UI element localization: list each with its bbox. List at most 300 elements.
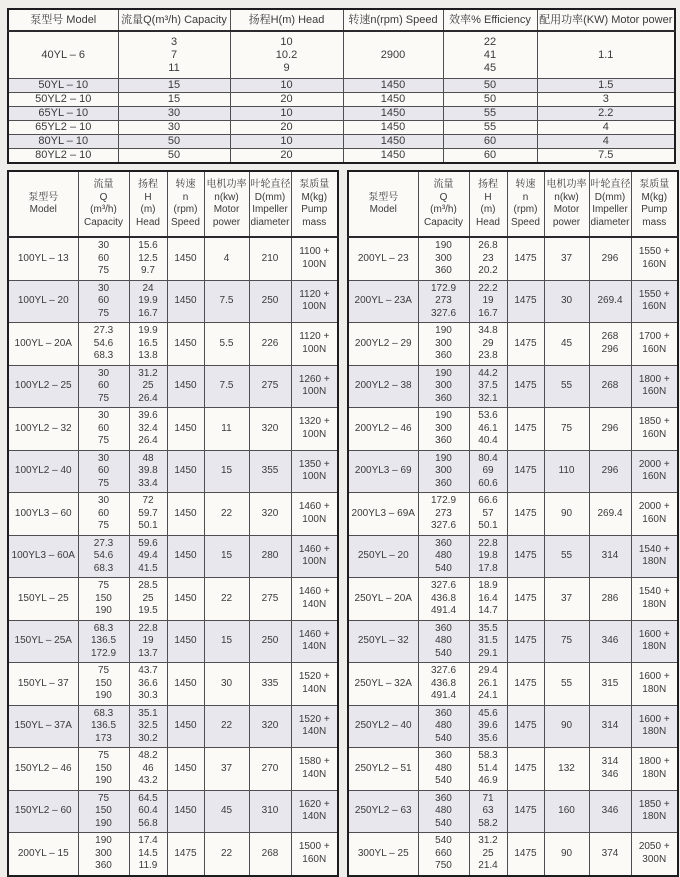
cell-line: 190 xyxy=(435,367,452,379)
cell-line: Pump xyxy=(301,204,328,215)
head-cell xyxy=(230,31,343,79)
cell-line: 273 xyxy=(435,507,452,519)
capacity-cell xyxy=(418,493,469,536)
cell-line: 1700 + xyxy=(638,331,670,343)
cell-line: 150 xyxy=(95,677,112,689)
header-row xyxy=(348,171,678,237)
cell-line: 300 xyxy=(435,337,452,349)
capacity-cell xyxy=(78,493,129,536)
motor-power-cell: 15 xyxy=(204,620,249,663)
cell-line: 1120 + xyxy=(299,288,330,300)
capacity-cell xyxy=(118,149,230,164)
pump-mass-cell xyxy=(291,578,338,621)
motor-power-cell: 1.1 xyxy=(537,31,675,79)
cell-line: 68.3 xyxy=(93,350,114,361)
head-cell xyxy=(469,790,507,833)
cell-line: 1550 + xyxy=(638,246,670,258)
cell-line: 58.3 xyxy=(478,750,498,761)
cell-line: 296 xyxy=(601,252,619,264)
cell-line: 51.4 xyxy=(478,762,498,774)
pump-mass-cell xyxy=(631,705,678,748)
capacity-cell xyxy=(78,535,129,578)
cell-line: 21.4 xyxy=(478,860,498,871)
cell-line: 540 xyxy=(435,817,452,829)
cell-line: 29.1 xyxy=(478,647,498,659)
cell-line: 16.4 xyxy=(478,592,498,604)
model-cell: 65YL2 – 10 xyxy=(8,121,118,135)
table-row xyxy=(8,135,675,149)
column-header xyxy=(469,171,507,237)
cell-line: 50 xyxy=(167,149,181,161)
impeller-diameter-cell xyxy=(589,790,631,833)
speed-cell: 1475 xyxy=(507,620,544,663)
cell-line: 32.5 xyxy=(138,720,158,731)
motor-power-cell: 15 xyxy=(204,450,249,493)
cell-line: 540 xyxy=(435,732,452,744)
cell-line: 346 xyxy=(601,635,619,646)
capacity-cell xyxy=(418,237,469,280)
capacity-cell xyxy=(118,107,230,121)
table-row xyxy=(8,280,338,323)
head-cell xyxy=(129,535,167,578)
motor-power-cell: 1.5 xyxy=(537,79,675,93)
cell-line: 75 xyxy=(97,477,110,489)
cell-line: 190 xyxy=(435,240,452,251)
table-row xyxy=(8,79,675,93)
capacity-cell xyxy=(418,705,469,748)
cell-line: D(mm) xyxy=(254,191,286,203)
model-cell: 200YL – 23 xyxy=(348,237,418,280)
table-row xyxy=(348,323,678,366)
cell-line: 180N xyxy=(642,768,667,780)
motor-power-cell: 45 xyxy=(204,790,249,833)
cell-line: 29 xyxy=(482,337,494,349)
model-cell: 200YL – 15 xyxy=(8,833,78,876)
pump-mass-cell xyxy=(291,493,338,536)
cell-line: 100N xyxy=(302,471,327,483)
cell-line: 1350 + xyxy=(298,458,330,470)
pump-overview-table xyxy=(7,8,676,164)
head-cell xyxy=(469,237,507,280)
speed-cell: 1475 xyxy=(507,833,544,876)
cell-line: 10.2 xyxy=(275,48,298,61)
pump-mass-cell xyxy=(631,493,678,536)
cell-line: n xyxy=(182,191,189,203)
cell-line: 480 xyxy=(435,762,452,774)
cell-line: 34.8 xyxy=(478,325,498,336)
cell-line: 160N xyxy=(642,258,667,270)
cell-line: 3 xyxy=(170,35,178,48)
pump-mass-cell xyxy=(631,323,678,366)
capacity-cell xyxy=(418,535,469,578)
table-row xyxy=(8,93,675,107)
speed-cell: 1450 xyxy=(167,237,204,280)
motor-power-cell: 55 xyxy=(544,535,589,578)
column-header xyxy=(291,171,338,237)
impeller-diameter-cell xyxy=(589,493,631,536)
cell-line: 19.8 xyxy=(478,550,498,561)
speed-cell: 1475 xyxy=(507,663,544,706)
cell-line: 173 xyxy=(95,732,112,744)
model-cell: 200YL2 – 38 xyxy=(348,365,418,408)
cell-line: 190 xyxy=(95,690,112,701)
head-cell xyxy=(469,578,507,621)
cell-line: 300 xyxy=(435,252,452,264)
cell-line: 346 xyxy=(601,805,619,816)
speed-cell: 1475 xyxy=(507,450,544,493)
cell-line: 327.6 xyxy=(430,307,457,319)
speed-cell: 1475 xyxy=(507,237,544,280)
column-header xyxy=(167,171,204,237)
cell-line: 36.6 xyxy=(138,677,158,689)
impeller-diameter-cell xyxy=(249,237,291,280)
head-cell xyxy=(469,663,507,706)
cell-line: 49.4 xyxy=(138,550,158,561)
cell-line: 泵质量 xyxy=(299,179,330,190)
capacity-cell xyxy=(78,790,129,833)
speed-cell: 1450 xyxy=(167,705,204,748)
cell-line: 75 xyxy=(97,665,110,676)
pump-mass-cell xyxy=(631,748,678,791)
impeller-diameter-cell xyxy=(589,663,631,706)
cell-line: 16.5 xyxy=(138,337,158,349)
cell-line: 210 xyxy=(261,252,279,264)
cell-line: 540 xyxy=(435,647,452,659)
cell-line: 11.9 xyxy=(138,860,158,871)
pump-mass-cell xyxy=(291,748,338,791)
efficiency-cell xyxy=(443,93,537,107)
motor-power-cell: 7.5 xyxy=(204,280,249,323)
cell-line: mass xyxy=(642,216,667,228)
head-cell xyxy=(129,450,167,493)
cell-line: 1500 + xyxy=(298,841,330,853)
cell-line: 140N xyxy=(302,811,327,823)
right-table-body xyxy=(348,237,678,876)
table-row xyxy=(348,280,678,323)
table-row xyxy=(8,663,338,706)
capacity-cell xyxy=(118,135,230,149)
cell-line: 300 xyxy=(435,422,452,434)
model-cell: 100YL – 20A xyxy=(8,323,78,366)
motor-power-cell: 11 xyxy=(204,408,249,451)
speed-cell: 1450 xyxy=(343,79,443,93)
motor-power-cell: 22 xyxy=(204,578,249,621)
cell-line: 296 xyxy=(601,465,619,476)
speed-cell: 1450 xyxy=(167,323,204,366)
cell-line: 1540 + xyxy=(638,586,670,598)
column-header xyxy=(129,171,167,237)
column-header xyxy=(348,171,418,237)
table-row xyxy=(8,578,338,621)
cell-line: 10 xyxy=(280,107,293,119)
cell-line: 22.2 xyxy=(478,282,498,294)
cell-line: 50 xyxy=(167,135,181,147)
cell-line: 30 xyxy=(97,240,110,251)
motor-power-cell: 37 xyxy=(544,578,589,621)
column-header: 配用功率(KW) Motor power xyxy=(537,9,675,31)
cell-line: mass xyxy=(302,216,327,228)
cell-line: 泵质量 xyxy=(639,179,670,190)
cell-line: 14.5 xyxy=(138,847,158,859)
cell-line: 44.2 xyxy=(478,367,498,379)
cell-line: diameter xyxy=(250,216,290,228)
cell-line: 69 xyxy=(482,465,494,476)
cell-line: power xyxy=(212,216,241,228)
cell-line: 1550 + xyxy=(638,288,670,300)
speed-cell: 1450 xyxy=(343,149,443,164)
motor-power-cell: 55 xyxy=(544,663,589,706)
head-cell xyxy=(469,280,507,323)
head-cell xyxy=(129,237,167,280)
cell-line: Motor xyxy=(213,204,240,215)
cell-line: 360 xyxy=(435,707,452,719)
cell-line: (m) xyxy=(480,204,496,215)
cell-line: 30 xyxy=(97,495,110,506)
table-row xyxy=(348,408,678,451)
head-cell xyxy=(129,790,167,833)
cell-line: 315 xyxy=(601,677,619,689)
cell-line: 1100 + xyxy=(299,246,330,258)
cell-line: 180N xyxy=(642,811,667,823)
cell-line: 14.7 xyxy=(478,605,498,616)
cell-line: 1120 + xyxy=(299,331,330,343)
cell-line: 60 xyxy=(97,380,110,391)
cell-line: Impeller xyxy=(592,204,628,215)
cell-line: 17.4 xyxy=(138,835,158,846)
cell-line: n(kw) xyxy=(554,191,579,203)
column-header: 效率% Efficiency xyxy=(443,9,537,31)
cell-line: 269.4 xyxy=(597,507,623,519)
model-cell: 100YL – 20 xyxy=(8,280,78,323)
cell-line: 46.9 xyxy=(478,775,498,786)
impeller-diameter-cell xyxy=(249,833,291,876)
capacity-cell xyxy=(78,365,129,408)
pump-mass-cell xyxy=(291,365,338,408)
cell-line: 75 xyxy=(97,307,110,319)
cell-line: 泵型号 xyxy=(28,191,59,203)
capacity-cell xyxy=(418,663,469,706)
motor-power-cell: 90 xyxy=(544,705,589,748)
cell-line: 480 xyxy=(435,805,452,816)
cell-line: 24 xyxy=(142,282,154,294)
speed-cell: 1450 xyxy=(167,790,204,833)
motor-power-cell: 4 xyxy=(537,135,675,149)
cell-line: 50 xyxy=(483,79,497,91)
head-cell xyxy=(129,280,167,323)
cell-line: 30 xyxy=(97,282,110,294)
cell-line: 100N xyxy=(302,386,327,398)
cell-line: 43.2 xyxy=(138,775,158,786)
cell-line: 280 xyxy=(261,550,279,561)
cell-line: 1800 + xyxy=(638,373,670,385)
cell-line: 66.6 xyxy=(478,495,498,506)
capacity-cell xyxy=(78,748,129,791)
cell-line: 30 xyxy=(97,452,110,464)
cell-line: 20 xyxy=(280,149,293,161)
cell-line: 16.7 xyxy=(138,307,158,319)
cell-line: 9.7 xyxy=(141,265,155,276)
pump-mass-cell xyxy=(291,280,338,323)
head-cell xyxy=(230,107,343,121)
cell-line: 60 xyxy=(97,465,110,476)
cell-line: 436.8 xyxy=(430,592,457,604)
cell-line: 32.1 xyxy=(478,392,498,404)
cell-line: 275 xyxy=(261,380,279,391)
cell-line: 160N xyxy=(642,301,667,313)
model-cell: 200YL – 23A xyxy=(348,280,418,323)
motor-power-cell: 22 xyxy=(204,493,249,536)
model-cell: 250YL – 20 xyxy=(348,535,418,578)
cell-line: 360 xyxy=(435,477,452,489)
pump-mass-cell xyxy=(291,237,338,280)
motor-power-cell: 55 xyxy=(544,365,589,408)
cell-line: 100N xyxy=(302,428,327,440)
cell-line: 360 xyxy=(435,265,452,276)
table-row xyxy=(348,493,678,536)
motor-power-cell: 37 xyxy=(204,748,249,791)
speed-cell: 1450 xyxy=(343,121,443,135)
motor-power-cell: 7.5 xyxy=(537,149,675,164)
head-cell xyxy=(129,408,167,451)
cell-line: 60.6 xyxy=(478,477,498,489)
capacity-cell xyxy=(418,748,469,791)
table-row xyxy=(8,833,338,876)
cell-line: 190 xyxy=(95,775,112,786)
cell-line: 15.6 xyxy=(138,240,158,251)
cell-line: 300 xyxy=(435,380,452,391)
cell-line: (rpm) xyxy=(173,204,198,215)
header-row xyxy=(8,9,675,31)
impeller-diameter-cell xyxy=(249,493,291,536)
impeller-diameter-cell xyxy=(589,408,631,451)
model-cell: 40YL – 6 xyxy=(8,31,118,79)
head-cell xyxy=(469,748,507,791)
cell-line: 100N xyxy=(302,301,327,313)
cell-line: 360 xyxy=(435,435,452,446)
cell-line: 27.3 xyxy=(93,537,114,549)
pump-mass-cell xyxy=(631,535,678,578)
pump-mass-cell xyxy=(631,365,678,408)
cell-line: 136.5 xyxy=(90,635,117,646)
cell-line: 436.8 xyxy=(430,677,457,689)
cell-line: 31.2 xyxy=(138,367,158,379)
model-cell: 65YL – 10 xyxy=(8,107,118,121)
cell-line: 转速 xyxy=(515,179,536,190)
cell-line: 17.8 xyxy=(478,562,498,574)
cell-line: 39.6 xyxy=(138,410,158,421)
pump-mass-cell xyxy=(291,705,338,748)
model-cell: 300YL – 25 xyxy=(348,833,418,876)
model-cell: 100YL2 – 25 xyxy=(8,365,78,408)
cell-line: 75 xyxy=(97,750,110,761)
model-cell: 250YL2 – 51 xyxy=(348,748,418,791)
cell-line: 54.6 xyxy=(93,550,114,561)
cell-line: 叶轮直径 xyxy=(590,179,631,190)
cell-line: 55 xyxy=(483,121,497,133)
cell-line: 60 xyxy=(97,252,110,264)
cell-line: 1580 + xyxy=(298,756,330,768)
cell-line: 150 xyxy=(95,762,112,774)
cell-line: 19 xyxy=(142,635,154,646)
cell-line: 160N xyxy=(642,471,667,483)
cell-line: 20 xyxy=(280,93,293,105)
cell-line: 50.1 xyxy=(478,520,498,531)
cell-line: 100N xyxy=(302,556,327,568)
cell-line: 1520 + xyxy=(298,671,330,683)
table-row xyxy=(348,450,678,493)
efficiency-cell xyxy=(443,31,537,79)
cell-line: 19.9 xyxy=(138,325,158,336)
pump-mass-cell xyxy=(291,450,338,493)
cell-line: 15 xyxy=(167,93,181,105)
cell-line: 296 xyxy=(601,343,619,355)
cell-line: 269.4 xyxy=(597,295,623,306)
capacity-cell xyxy=(78,705,129,748)
capacity-cell xyxy=(418,280,469,323)
capacity-cell xyxy=(118,79,230,93)
cell-line: 250 xyxy=(261,635,279,646)
cell-line: 75 xyxy=(97,792,110,804)
pump-mass-cell xyxy=(631,663,678,706)
speed-cell: 1475 xyxy=(507,535,544,578)
speed-cell: 1450 xyxy=(343,135,443,149)
pump-mass-cell xyxy=(291,323,338,366)
cell-line: 226 xyxy=(261,337,279,349)
cell-line: 16.7 xyxy=(478,307,498,319)
cell-line: 流量 xyxy=(93,179,114,190)
cell-line: 60 xyxy=(97,295,110,306)
cell-line: 60 xyxy=(483,135,497,147)
cell-line: 50.1 xyxy=(138,520,158,531)
head-cell xyxy=(230,79,343,93)
head-cell xyxy=(469,493,507,536)
model-cell: 200YL3 – 69 xyxy=(348,450,418,493)
cell-line: 1600 + xyxy=(638,628,670,640)
impeller-diameter-cell xyxy=(589,535,631,578)
pump-mass-cell xyxy=(291,663,338,706)
cell-line: 72 xyxy=(142,495,154,506)
cell-line: 60 xyxy=(97,507,110,519)
cell-line: 20 xyxy=(280,121,293,133)
cell-line: D(mm) xyxy=(594,191,626,203)
motor-power-cell: 4 xyxy=(204,237,249,280)
speed-cell: 1475 xyxy=(507,365,544,408)
impeller-diameter-cell xyxy=(249,365,291,408)
cell-line: 26.1 xyxy=(478,677,498,689)
capacity-cell xyxy=(418,578,469,621)
model-cell: 200YL2 – 46 xyxy=(348,408,418,451)
impeller-diameter-cell xyxy=(249,450,291,493)
cell-line: 190 xyxy=(435,410,452,421)
cell-line: 1850 + xyxy=(638,416,670,428)
impeller-diameter-cell xyxy=(249,620,291,663)
cell-line: 374 xyxy=(601,847,619,859)
head-cell xyxy=(230,135,343,149)
motor-power-cell: 160 xyxy=(544,790,589,833)
cell-line: 327.6 xyxy=(430,665,457,676)
left-table-header xyxy=(8,171,338,237)
capacity-cell xyxy=(78,663,129,706)
cell-line: 电机功率 xyxy=(546,179,587,190)
motor-power-cell: 7.5 xyxy=(204,365,249,408)
cell-line: 7 xyxy=(170,48,178,61)
cell-line: 150 xyxy=(95,592,112,604)
speed-cell: 1450 xyxy=(343,107,443,121)
cell-line: 40.4 xyxy=(478,435,498,446)
cell-line: 1460 + xyxy=(298,628,330,640)
cell-line: 160N xyxy=(302,853,327,865)
cell-line: 190 xyxy=(435,452,452,464)
